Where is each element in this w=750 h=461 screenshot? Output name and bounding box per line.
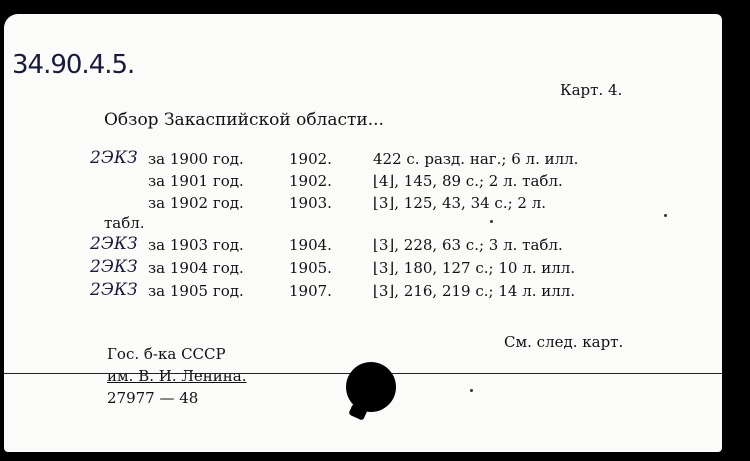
ink-speck	[664, 214, 667, 217]
copies-mark: 2ЭКЗ	[90, 257, 138, 277]
volume-description: 422 с. разд. наг.; 6 л. илл.	[373, 150, 579, 168]
catalog-card	[4, 14, 722, 452]
volume-description: ⌊3⌋, 180, 127 с.; 10 л. илл.	[373, 259, 576, 277]
volume-description: ⌊3⌋, 216, 219 с.; 14 л. илл.	[373, 282, 576, 300]
volume-period: за 1905 год.	[148, 282, 244, 300]
volume-description: ⌊3⌋, 228, 63 с.; 3 л. табл.	[373, 236, 563, 254]
see-next-card: См. след. карт.	[504, 333, 624, 351]
library-name: Гос. б-ка СССР	[107, 345, 226, 363]
volume-pub-year: 1907.	[289, 282, 332, 300]
volume-pub-year: 1902.	[289, 150, 332, 168]
card-number: Карт. 4.	[560, 81, 623, 99]
volume-pub-year: 1905.	[289, 259, 332, 277]
volume-period: за 1903 год.	[148, 236, 244, 254]
accession-number: 27977 — 48	[107, 389, 199, 407]
volume-description: ⌊4⌋, 145, 89 с.; 2 л. табл.	[373, 172, 563, 190]
volume-pub-year: 1902.	[289, 172, 332, 190]
volume-period: за 1904 год.	[148, 259, 244, 277]
card-title: Обзор Закаспийской области...	[104, 110, 384, 130]
volume-description: ⌊3⌋, 125, 43, 34 с.; 2 л.	[373, 194, 547, 212]
volume-pub-year: 1904.	[289, 236, 332, 254]
volume-pub-year: 1903.	[289, 194, 332, 212]
copies-mark: 2ЭКЗ	[90, 148, 138, 168]
volume-period: за 1902 год.	[148, 194, 244, 212]
continuation-text: табл.	[104, 214, 145, 232]
volume-period: за 1900 год.	[148, 150, 244, 168]
volume-period: за 1901 год.	[148, 172, 244, 190]
ink-speck	[490, 220, 493, 223]
library-dedication: им. В. И. Ленина.	[107, 367, 247, 385]
ink-speck	[470, 389, 473, 392]
call-number: 34.90.4.5.	[12, 50, 135, 80]
copies-mark: 2ЭКЗ	[90, 280, 138, 300]
copies-mark: 2ЭКЗ	[90, 234, 138, 254]
